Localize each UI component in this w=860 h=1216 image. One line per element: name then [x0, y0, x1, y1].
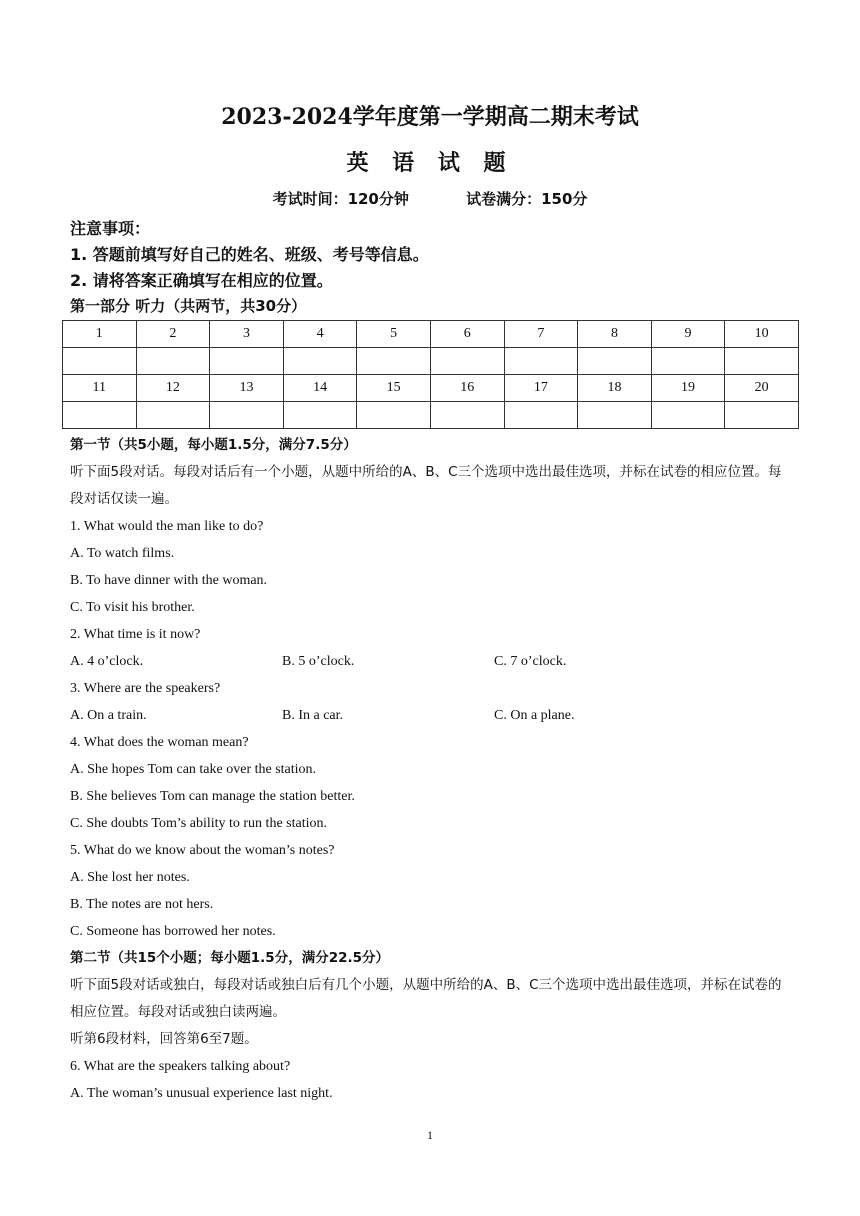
answer-cell[interactable]: [651, 402, 725, 429]
answer-cell[interactable]: [357, 348, 431, 375]
options-row: [70, 648, 792, 675]
answer-cell[interactable]: [63, 348, 137, 375]
section1-instructions: 听下面5段对话。每段对话后有一个小题，从题中所给的A、B、C三个选项中选出最佳选项，并标在试卷的相应位置。每段对话仅读一遍。: [70, 464, 782, 507]
answer-cell[interactable]: [651, 348, 725, 375]
question-number-cell: 11: [63, 375, 137, 402]
exam-time: 考试时间：120分钟: [272, 190, 409, 208]
question-number-cell: 3: [210, 321, 284, 348]
answer-cell[interactable]: [578, 348, 652, 375]
question-number-cell: 17: [504, 375, 578, 402]
answer-cell[interactable]: [283, 402, 357, 429]
question-number-cell: 7: [504, 321, 578, 348]
answer-cell[interactable]: [504, 402, 578, 429]
notes-block: [70, 216, 429, 294]
answer-cell[interactable]: [136, 402, 210, 429]
answer-cell[interactable]: [725, 402, 799, 429]
option-a: A. She hopes Tom can take over the station.: [70, 762, 317, 777]
option-b: B. 5 o’clock.: [282, 654, 355, 669]
question-number-cell: 13: [210, 375, 284, 402]
option-a: A. To watch films.: [70, 546, 175, 561]
question-number-cell: 2: [136, 321, 210, 348]
page-number: 1: [427, 1128, 433, 1142]
answer-cell[interactable]: [136, 348, 210, 375]
answer-table: [62, 320, 799, 429]
table-row: [63, 321, 799, 348]
question-stem: 1. What would the man like to do?: [70, 519, 264, 534]
question-stem: 3. Where are the speakers?: [70, 681, 221, 696]
notes-heading: 注意事项：: [70, 219, 151, 238]
section2-instructions: 听下面5段对话或独白，每段对话或独白后有几个小题，从题中所给的A、B、C三个选项中选出最佳选项，并标在试卷的相应位置。每段对话或独白读两遍。: [70, 977, 782, 1020]
answer-cell[interactable]: [578, 402, 652, 429]
option-b: B. To have dinner with the woman.: [70, 573, 268, 588]
table-row: [63, 402, 799, 429]
option-a: A. The woman’s unusual experience last night.: [70, 1086, 333, 1101]
answer-cell[interactable]: [210, 402, 284, 429]
answer-cell[interactable]: [430, 348, 504, 375]
table-row: [63, 375, 799, 402]
answer-cell[interactable]: [283, 348, 357, 375]
table-row: [63, 348, 799, 375]
question-number-cell: 14: [283, 375, 357, 402]
material-note: 听第6段材料，回答第6至7题。: [70, 1031, 258, 1047]
exam-title: 2023-2024学年度第一学期高二期末考试: [221, 104, 639, 130]
answer-cell[interactable]: [504, 348, 578, 375]
answer-cell[interactable]: [63, 402, 137, 429]
option-c: C. To visit his brother.: [70, 600, 195, 615]
question-number-cell: 18: [578, 375, 652, 402]
option-c: C. 7 o’clock.: [494, 654, 567, 669]
options-row: [70, 702, 792, 729]
exam-score: 试卷满分：150分: [466, 190, 588, 208]
exam-info: [0, 188, 860, 209]
subject-title: 英 语 试 题: [346, 150, 514, 176]
option-b: B. In a car.: [282, 708, 344, 723]
answer-cell[interactable]: [725, 348, 799, 375]
note-item: 2. 请将答案正确填写在相应的位置。: [70, 271, 333, 290]
question-number-cell: 12: [136, 375, 210, 402]
question-number-cell: 5: [357, 321, 431, 348]
option-c: C. On a plane.: [494, 708, 575, 723]
option-a: A. 4 o’clock.: [70, 654, 144, 669]
option-b: B. She believes Tom can manage the station better.: [70, 789, 355, 804]
question-number-cell: 19: [651, 375, 725, 402]
question-number-cell: 9: [651, 321, 725, 348]
answer-cell[interactable]: [357, 402, 431, 429]
question-number-cell: 6: [430, 321, 504, 348]
question-number-cell: 8: [578, 321, 652, 348]
note-item: 1. 答题前填写好自己的姓名、班级、考号等信息。: [70, 245, 429, 264]
section1-heading: 第一节（共5小题，每小题1.5分，满分7.5分）: [70, 437, 357, 453]
question-stem: 6. What are the speakers talking about?: [70, 1059, 291, 1074]
question-number-cell: 16: [430, 375, 504, 402]
questions-body: [70, 432, 792, 1107]
option-a: A. She lost her notes.: [70, 870, 190, 885]
question-number-cell: 10: [725, 321, 799, 348]
question-number-cell: 1: [63, 321, 137, 348]
part1-heading: 第一部分 听力（共两节，共30分）: [70, 297, 307, 315]
question-number-cell: 20: [725, 375, 799, 402]
answer-cell[interactable]: [430, 402, 504, 429]
option-c: C. Someone has borrowed her notes.: [70, 924, 276, 939]
section2-heading: 第二节（共15个小题；每小题1.5分，满分22.5分）: [70, 950, 390, 966]
question-stem: 5. What do we know about the woman’s notes?: [70, 843, 335, 858]
question-number-cell: 4: [283, 321, 357, 348]
answer-cell[interactable]: [210, 348, 284, 375]
question-stem: 4. What does the woman mean?: [70, 735, 249, 750]
question-stem: 2. What time is it now?: [70, 627, 201, 642]
option-b: B. The notes are not hers.: [70, 897, 214, 912]
question-number-cell: 15: [357, 375, 431, 402]
option-c: C. She doubts Tom’s ability to run the station.: [70, 816, 327, 831]
option-a: A. On a train.: [70, 708, 147, 723]
